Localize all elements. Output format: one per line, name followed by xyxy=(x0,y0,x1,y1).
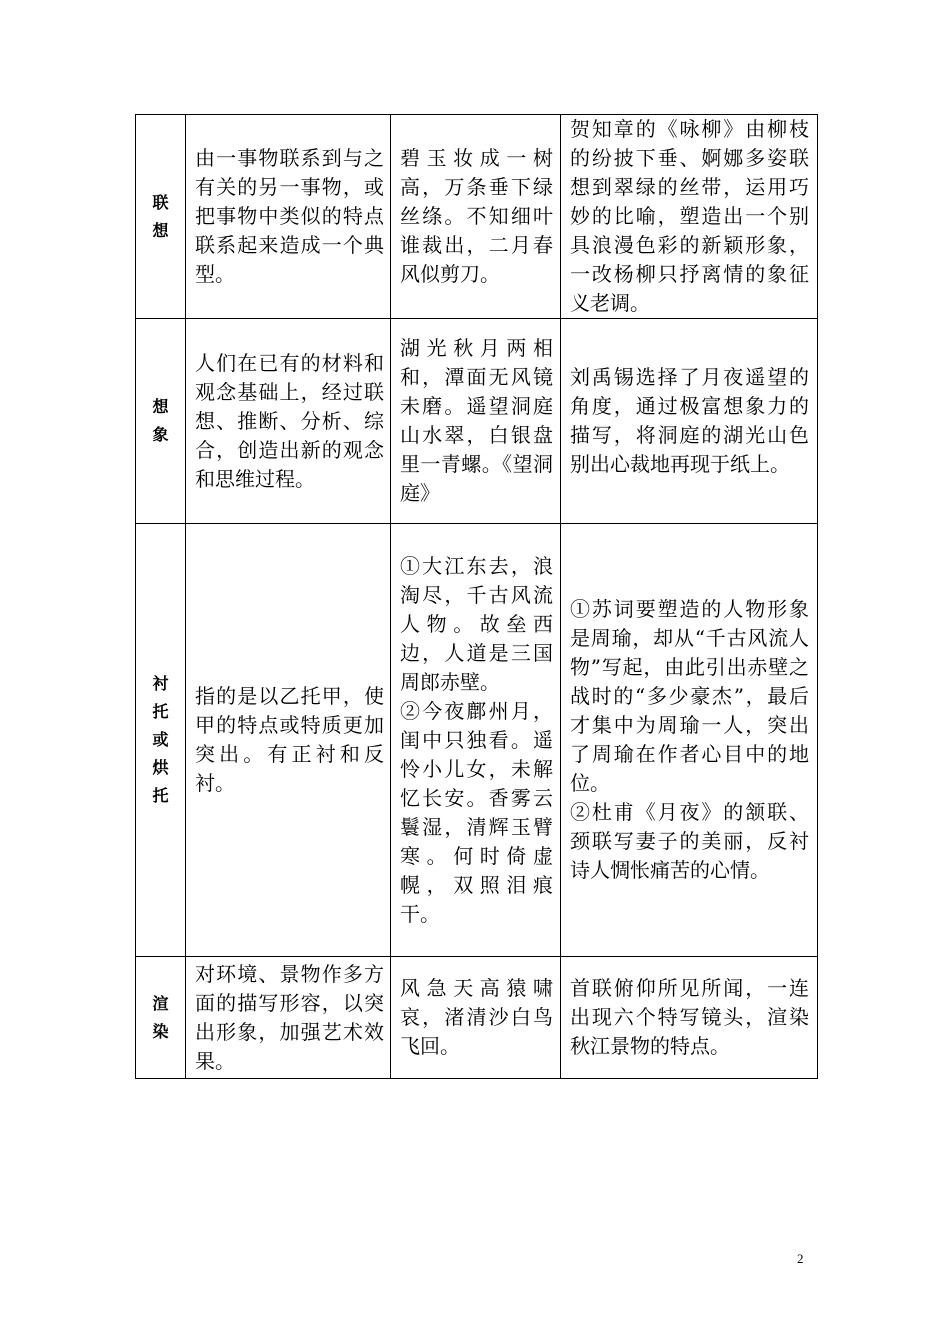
term-char: 烘 xyxy=(152,758,169,777)
term-char: 衬 xyxy=(152,674,169,693)
definition-text: 由一事物联系到与之有关的另一事物，或把事物中类似的特点联系起来造成一个典型。 xyxy=(195,146,384,286)
definition-text: 对环境、景物作多方面的描写形容，以突出形象，加强艺术效果。 xyxy=(195,961,384,1073)
analysis-cell xyxy=(561,957,818,1079)
example-cell xyxy=(391,319,561,524)
example-cell xyxy=(391,115,561,319)
table-row xyxy=(136,957,818,1079)
term-char: 渲 xyxy=(152,993,169,1013)
term-cell xyxy=(136,524,186,957)
definition-text: 人们在已有的材料和观念基础上，经过联想、推断、分析、综合，创造出新的观念和思维过程。 xyxy=(195,350,384,491)
analysis-cell xyxy=(561,319,818,524)
term-cell xyxy=(136,319,186,524)
analysis-cell xyxy=(561,524,818,957)
analysis-cell xyxy=(561,115,818,319)
definition-cell xyxy=(186,319,391,524)
analysis-text: ①苏词要塑造的人物形象是周瑜，却从“千古风流人物”写起，由此引出赤壁之战时的“多少豪杰”，最后才集中为周瑜一人，突出了周瑜在作者心目中的地位。 xyxy=(570,597,809,795)
example-text: ①大江东去，浪淘尽，千古风流人物。故垒西边，人道是三国周郎赤壁。 xyxy=(400,553,553,694)
page-number: 2 xyxy=(797,1251,804,1266)
example-text: 湖光秋月两相和，潭面无风镜未磨。遥望洞庭山水翠，白银盘里一青螺。《望洞庭》 xyxy=(400,336,553,505)
term-cell xyxy=(136,115,186,319)
example-cell xyxy=(391,524,561,957)
rhetoric-table xyxy=(135,114,818,1079)
definition-cell xyxy=(186,524,391,957)
term-char: 或 xyxy=(152,730,169,749)
example-text: 碧玉妆成一树高，万条垂下绿丝绦。不知细叶谁裁出，二月春风似剪刀。 xyxy=(400,146,553,286)
example-text: 风急天高猿啸哀，渚清沙白鸟飞回。 xyxy=(400,976,553,1058)
table-row xyxy=(136,319,818,524)
definition-cell xyxy=(186,957,391,1079)
example-cell xyxy=(391,957,561,1079)
term-cell xyxy=(136,957,186,1079)
term-char: 联 xyxy=(152,192,169,212)
example-text: ②今夜鄜州月，闺中只独看。遥怜小儿女，未解忆长安。香雾云鬟湿，清辉玉臂寒。何时倚虚幌，双照泪痕干。 xyxy=(400,698,553,926)
term-char: 托 xyxy=(152,786,169,805)
term-char: 想 xyxy=(152,220,169,240)
term-char: 染 xyxy=(152,1021,169,1041)
table-row xyxy=(136,115,818,319)
analysis-text: 刘禹锡选择了月夜遥望的角度，通过极富想象力的描写，将洞庭的湖光山色别出心裁地再现于纸上。 xyxy=(570,365,809,476)
definition-text: 指的是以乙托甲，使甲的特点或特质更加突出。有正衬和反衬。 xyxy=(195,684,384,795)
term-char: 托 xyxy=(152,702,169,721)
analysis-text: 贺知章的《咏柳》由柳枝的纷披下垂、婀娜多姿联想到翠绿的丝带，运用巧妙的比喻，塑造出一个别具浪漫色彩的新颖形象，一改杨柳只抒离情的象征义老调。 xyxy=(570,117,809,315)
table-row xyxy=(136,524,818,957)
term-char: 想 xyxy=(152,397,169,416)
analysis-text: 首联俯仰所见所闻，一连出现六个特写镜头，渲染秋江景物的特点。 xyxy=(570,976,809,1058)
definition-cell xyxy=(186,115,391,319)
analysis-text: ②杜甫《月夜》的颔联、颈联写妻子的美丽，反衬诗人惆怅痛苦的心情。 xyxy=(570,800,809,882)
term-char: 象 xyxy=(152,425,169,444)
